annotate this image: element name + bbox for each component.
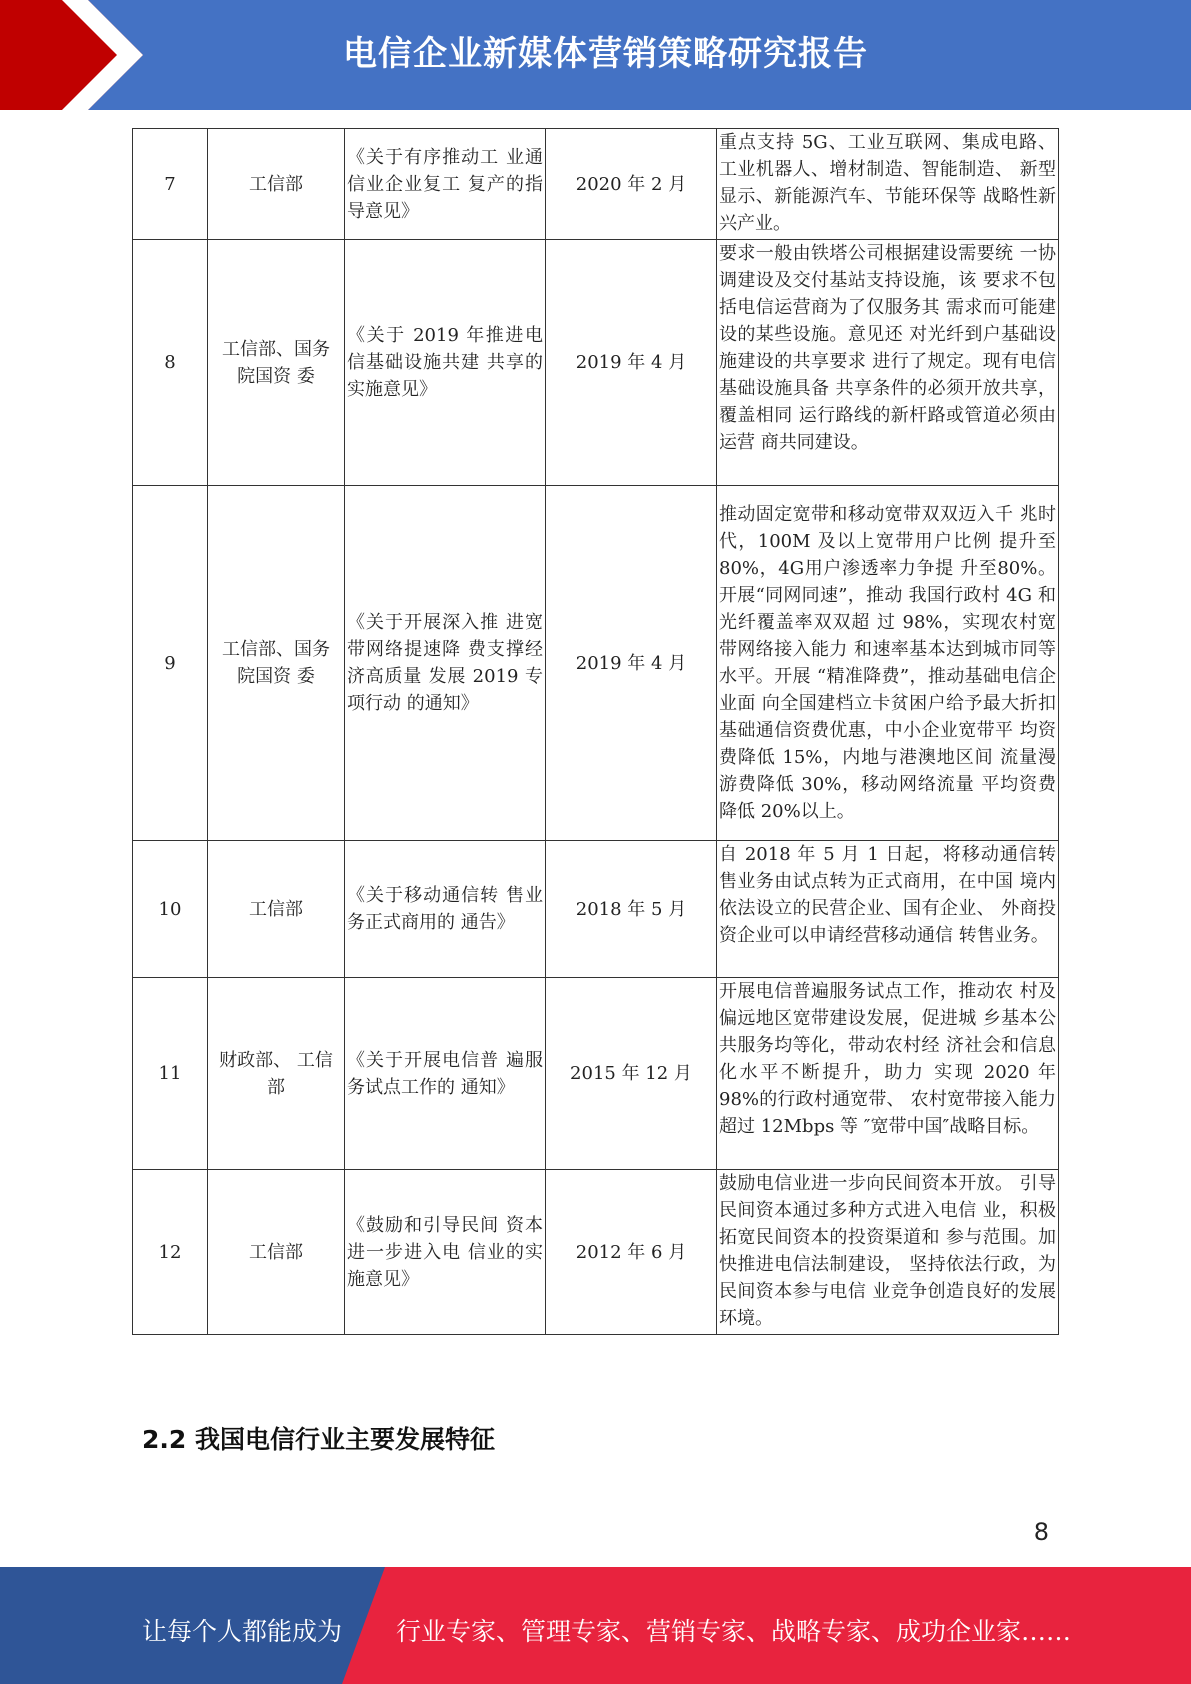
table-row bbox=[133, 841, 1059, 978]
document-title: 《关于 2019 年推进电信基础设施共建 共享的实施意见》 bbox=[345, 240, 546, 486]
issue-date: 2019 年 4 月 bbox=[546, 240, 717, 486]
table-row bbox=[133, 240, 1059, 486]
issuing-department: 财政部、 工信部 bbox=[208, 978, 345, 1170]
issue-date: 2019 年 4 月 bbox=[546, 486, 717, 841]
page-footer bbox=[0, 1567, 1191, 1684]
document-title: 《鼓励和引导民间 资本进一步进入电 信业的实施意见》 bbox=[345, 1170, 546, 1335]
issuing-department: 工信部 bbox=[208, 129, 345, 240]
issuing-department: 工信部 bbox=[208, 1170, 345, 1335]
document-title: 《关于开展深入推 进宽带网络提速降 费支撑经济高质量 发展 2019 专项行动 的通知》 bbox=[345, 486, 546, 841]
footer-slogan-lead: 让每个人都能成为 bbox=[142, 1617, 343, 1646]
policy-content: 鼓励电信业进一步向民间资本开放。 引导民间资本通过多种方式进入电信 业，积极拓宽民间资本的投资渠道和 参与范围。加快推进电信法制建设， 坚持依法行政，为民间资本参与电信 业竞争创造良好的发展环境。 bbox=[717, 1170, 1059, 1335]
row-number: 8 bbox=[133, 240, 208, 486]
row-number: 10 bbox=[133, 841, 208, 978]
document-title: 《关于开展电信普 遍服务试点工作的 通知》 bbox=[345, 978, 546, 1170]
policy-content: 要求一般由铁塔公司根据建设需要统 一协调建设及交付基站支持设施，该 要求不包括电信运营商为了仅服务其 需求而可能建设的某些设施。意见还 对光纤到户基础设施建设的共享要求 进行了规定。现有电信基础设施具备 共享条件的必须开放共享，覆盖相同 运行路线的新杆路或管道必须由运营 商共同建设。 bbox=[717, 240, 1059, 486]
policy-table bbox=[132, 128, 1059, 1335]
document-title: 《关于移动通信转 售业务正式商用的 通告》 bbox=[345, 841, 546, 978]
row-number: 7 bbox=[133, 129, 208, 240]
issuing-department: 工信部、国务院国资 委 bbox=[208, 486, 345, 841]
issue-date: 2015 年 12 月 bbox=[546, 978, 717, 1170]
table-row bbox=[133, 129, 1059, 240]
page-number: 8 bbox=[1033, 1518, 1049, 1546]
table-row bbox=[133, 1170, 1059, 1335]
policy-content: 推动固定宽带和移动宽带双双迈入千 兆时代，100M 及以上宽带用户比例 提升至80%，4G用户渗透率力争提 升至80%。开展“同网同速”，推动 我国行政村 4G 和光纤覆盖率双双超 过 98%，实现农村宽带网络接入能力 和速率基本达到城市同等水平。开展 “精准降费”，推动基础电信企业面 向全国建档立卡贫困户给予最大折扣 基础通信资费优惠，中小企业宽带平 均资费降低 15%，内地与港澳地区间 流量漫游费降低 30%，移动网络流量 平均资费降低 20%以上。 bbox=[717, 486, 1059, 841]
row-number: 9 bbox=[133, 486, 208, 841]
policy-content: 自 2018 年 5 月 1 日起，将移动通信转 售业务由试点转为正式商用，在中国 境内依法设立的民营企业、国有企业、 外商投资企业可以申请经营移动通信 转售业务。 bbox=[717, 841, 1059, 978]
table-row bbox=[133, 978, 1059, 1170]
issue-date: 2012 年 6 月 bbox=[546, 1170, 717, 1335]
issue-date: 2020 年 2 月 bbox=[546, 129, 717, 240]
row-number: 11 bbox=[133, 978, 208, 1170]
policy-content: 开展电信普遍服务试点工作，推动农 村及偏远地区宽带建设发展，促进城 乡基本公共服务均等化，带动农村经 济社会和信息化水平不断提升，助力 实现 2020 年 98%的行政村通宽带、 农村宽带接入能力超过 12Mbps 等 ″宽带中国″战略目标。 bbox=[717, 978, 1059, 1170]
row-number: 12 bbox=[133, 1170, 208, 1335]
policy-content: 重点支持 5G、工业互联网、集成电路、工业机器人、增材制造、智能制造、 新型显示、新能源汽车、节能环保等 战略性新兴产业。 bbox=[717, 129, 1059, 240]
issue-date: 2018 年 5 月 bbox=[546, 841, 717, 978]
document-title: 《关于有序推动工 业通信业企业复工 复产的指导意见》 bbox=[345, 129, 546, 240]
footer-slogan-roles: 行业专家、管理专家、营销专家、战略专家、成功企业家…… bbox=[396, 1617, 1072, 1646]
page-header bbox=[0, 0, 1191, 110]
report-title: 电信企业新媒体营销策略研究报告 bbox=[343, 34, 868, 74]
table-row bbox=[133, 486, 1059, 841]
issuing-department: 工信部 bbox=[208, 841, 345, 978]
section-heading: 2.2 我国电信行业主要发展特征 bbox=[142, 1425, 495, 1454]
issuing-department: 工信部、国务院国资 委 bbox=[208, 240, 345, 486]
